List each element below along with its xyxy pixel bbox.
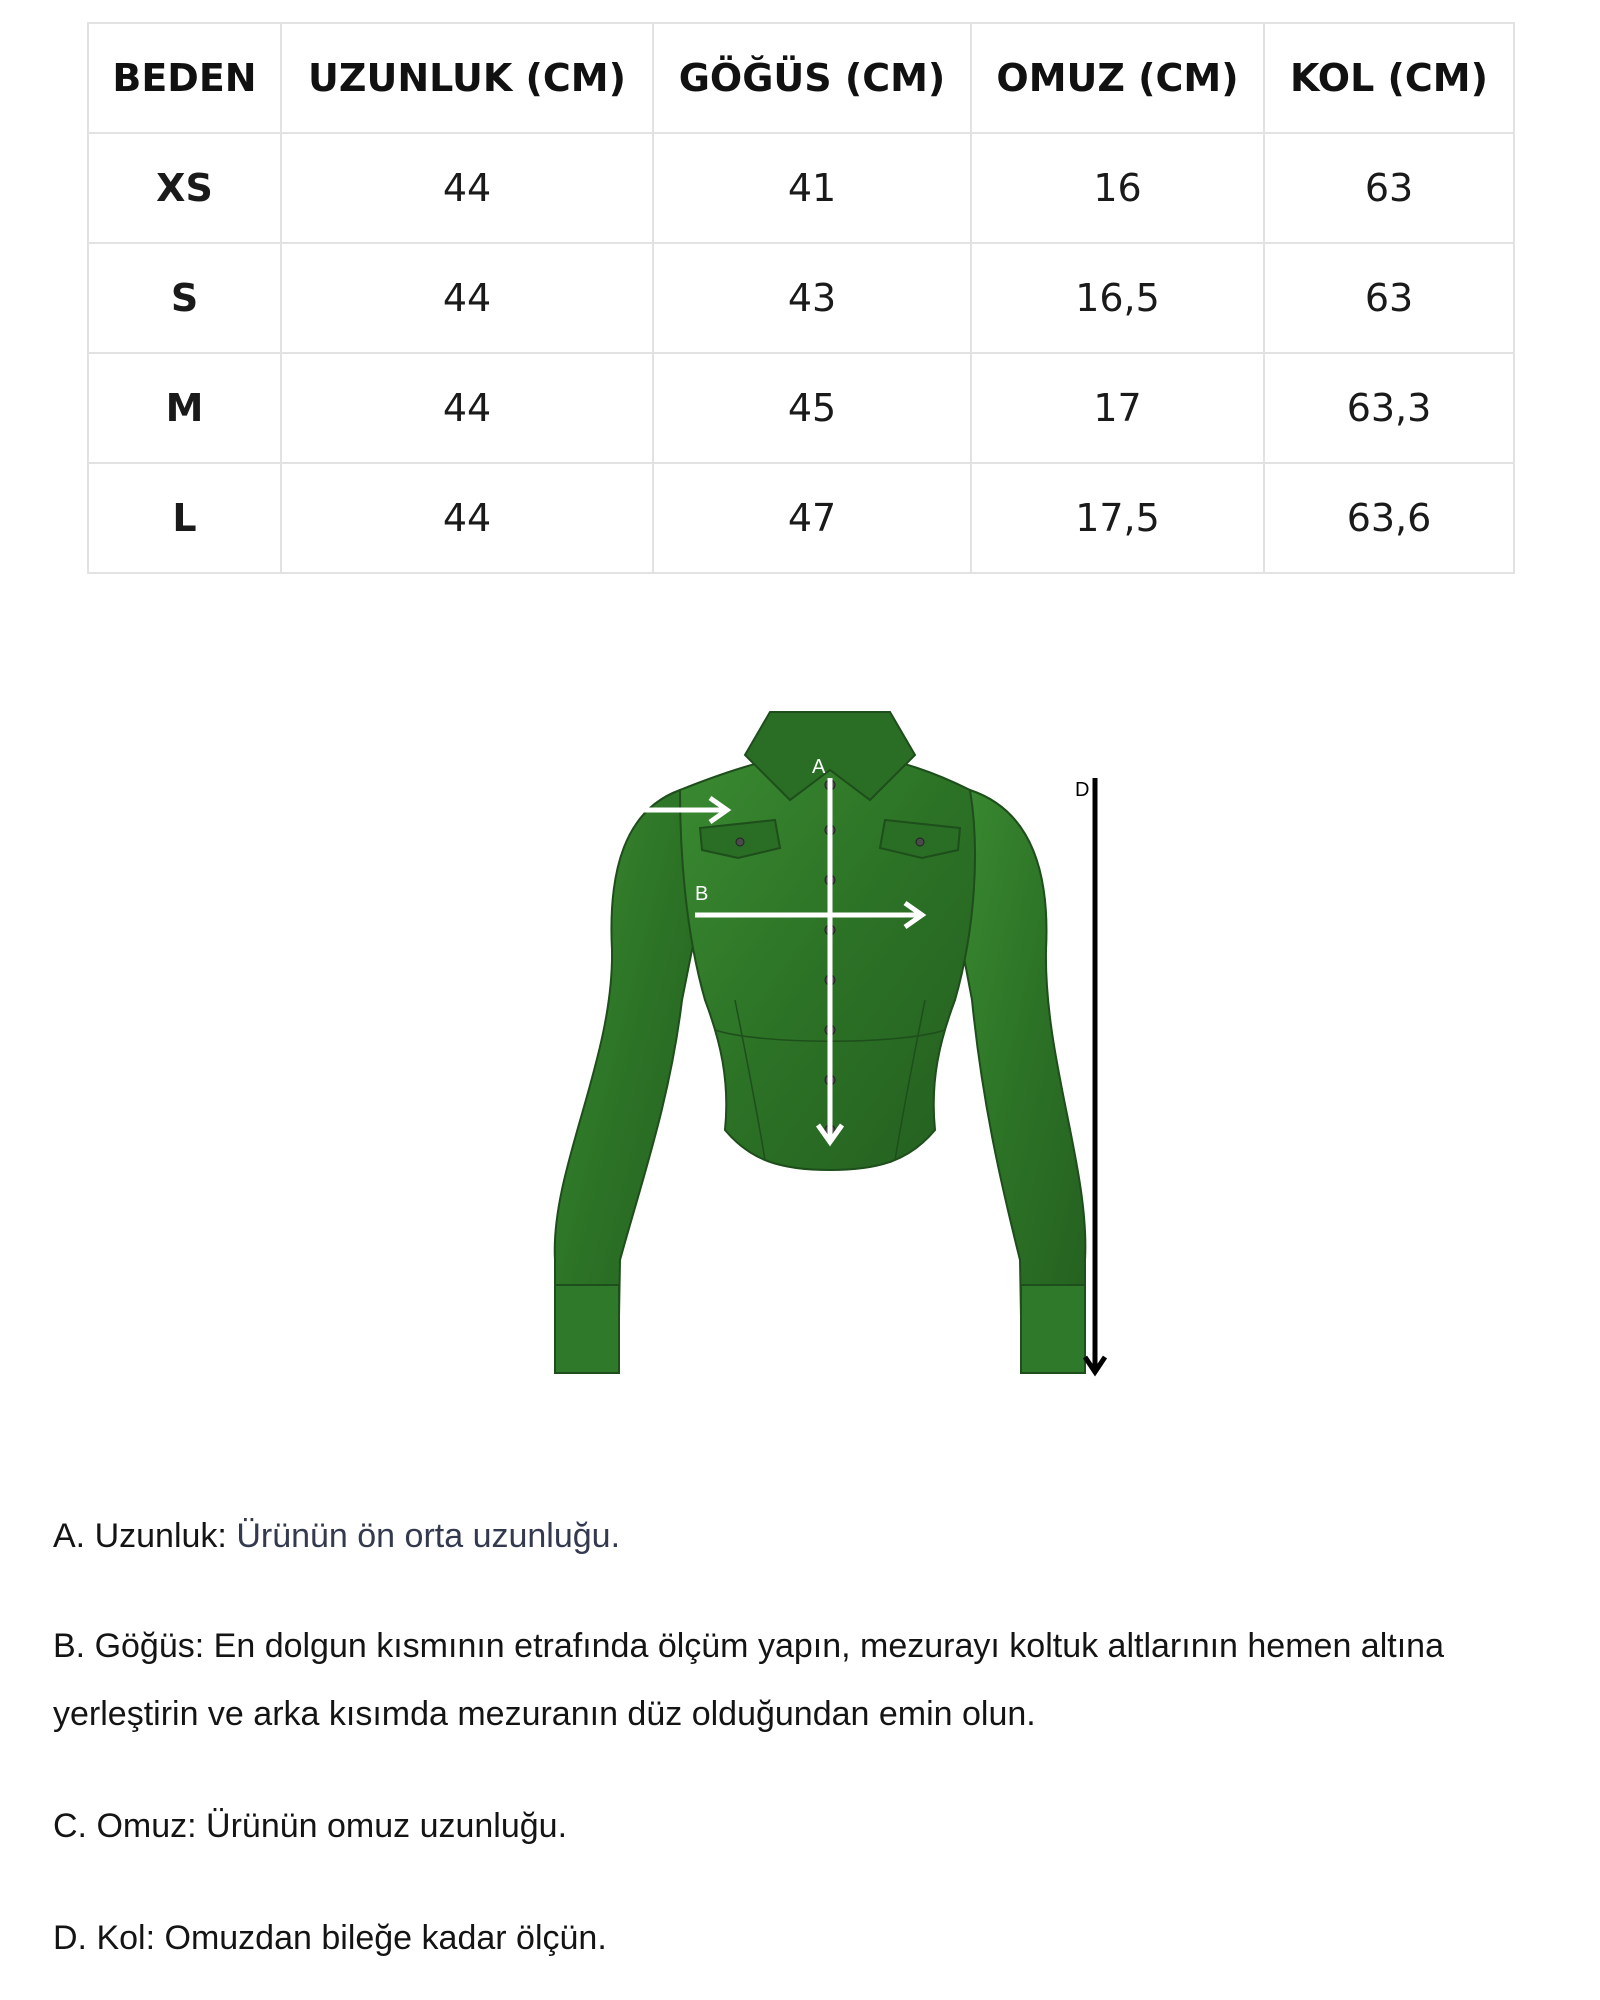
table-row xyxy=(88,133,1514,243)
table-header-row xyxy=(88,23,1514,133)
legend-item-sleeve xyxy=(53,1904,1553,1972)
chest-cell: 41 xyxy=(653,133,971,243)
legend-item-shoulder xyxy=(53,1792,1553,1860)
length-cell: 44 xyxy=(281,463,653,573)
length-cell: 44 xyxy=(281,353,653,463)
shoulder-cell: 17 xyxy=(971,353,1264,463)
button-icon xyxy=(736,838,744,846)
table-row xyxy=(88,243,1514,353)
sleeve-cell: 63,6 xyxy=(1264,463,1514,573)
legend-desc: En dolgun kısmının etrafında ölçüm yapın, mezurayı koltuk altlarının hemen altına yerleştirin ve arka kısımda mezuranın düz olduğundan emin olun. xyxy=(53,1627,1444,1733)
label-d: D xyxy=(1075,779,1090,801)
legend-desc: Ürünün omuz uzunluğu. xyxy=(206,1807,568,1845)
header-shoulder: OMUZ (CM) xyxy=(971,23,1264,133)
length-cell: 44 xyxy=(281,133,653,243)
legend-term: B. Göğüs: xyxy=(53,1627,205,1665)
right-cuff xyxy=(1021,1285,1085,1373)
legend-item-chest xyxy=(53,1612,1553,1748)
legend-item-length xyxy=(53,1502,1553,1570)
legend-term: A. Uzunluk: xyxy=(53,1517,227,1555)
size-cell: S xyxy=(88,243,281,353)
label-c: C xyxy=(612,778,627,800)
chest-cell: 43 xyxy=(653,243,971,353)
chest-cell: 47 xyxy=(653,463,971,573)
table-row xyxy=(88,463,1514,573)
left-cuff xyxy=(555,1285,619,1373)
legend-term: D. Kol: xyxy=(53,1919,156,1957)
legend-desc: Omuzdan bileğe kadar ölçün. xyxy=(164,1919,607,1957)
label-a: A xyxy=(812,756,826,778)
legend-desc: Ürünün ön orta uzunluğu. xyxy=(236,1517,621,1555)
header-chest: GÖĞÜS (CM) xyxy=(653,23,971,133)
label-b: B xyxy=(695,883,709,905)
sleeve-cell: 63,3 xyxy=(1264,353,1514,463)
header-length: UZUNLUK (CM) xyxy=(281,23,653,133)
length-cell: 44 xyxy=(281,243,653,353)
sleeve-cell: 63 xyxy=(1264,133,1514,243)
table-row xyxy=(88,353,1514,463)
size-cell: XS xyxy=(88,133,281,243)
shoulder-cell: 16 xyxy=(971,133,1264,243)
header-sleeve: KOL (CM) xyxy=(1264,23,1514,133)
shoulder-cell: 17,5 xyxy=(971,463,1264,573)
button-icon xyxy=(916,838,924,846)
chest-cell: 45 xyxy=(653,353,971,463)
shoulder-cell: 16,5 xyxy=(971,243,1264,353)
jacket-measurement-diagram xyxy=(530,700,1130,1400)
sleeve-cell: 63 xyxy=(1264,243,1514,353)
size-chart-table xyxy=(87,22,1515,574)
header-size: BEDEN xyxy=(88,23,281,133)
legend-term: C. Omuz: xyxy=(53,1807,197,1845)
size-cell: M xyxy=(88,353,281,463)
size-cell: L xyxy=(88,463,281,573)
